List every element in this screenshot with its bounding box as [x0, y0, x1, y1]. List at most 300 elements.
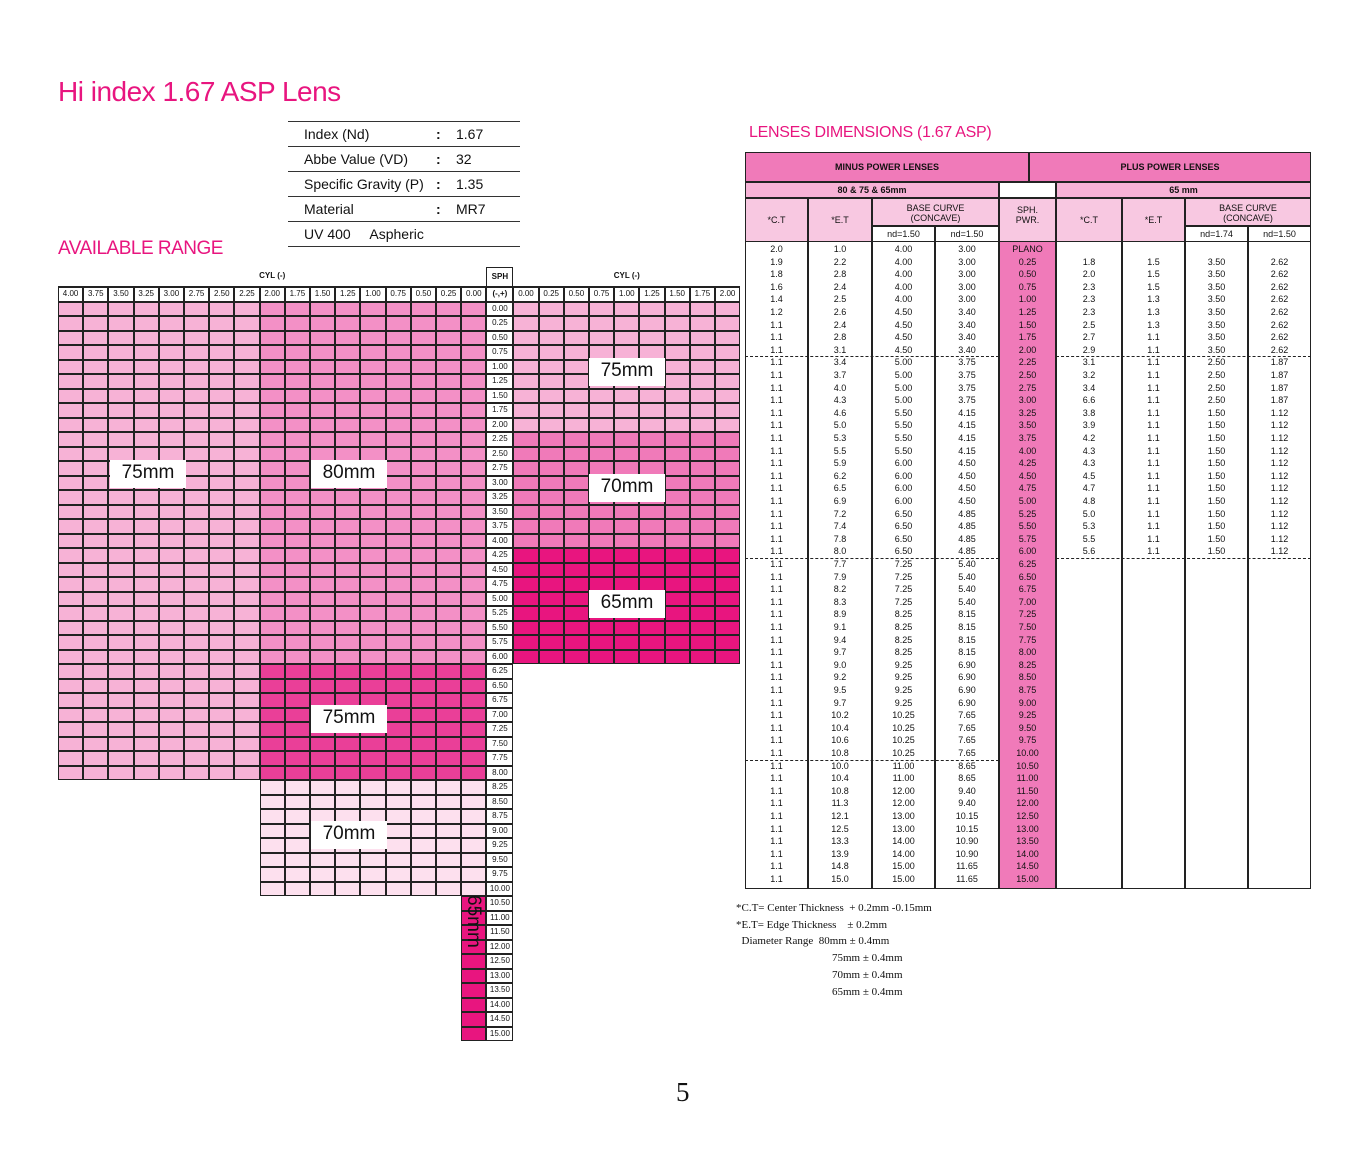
- grid-cell: [665, 476, 690, 491]
- grid-cell: [411, 867, 436, 882]
- grid-cell: [159, 490, 184, 505]
- grid-cell: [360, 316, 385, 331]
- grid-cell: [83, 650, 108, 665]
- table-cell: 1.1: [770, 685, 783, 695]
- grid-cell: [665, 345, 690, 360]
- grid-cell: [335, 331, 360, 346]
- table-cell: 1.00: [1018, 294, 1037, 305]
- grid-cell: [58, 592, 83, 607]
- grid-cell: [285, 737, 310, 752]
- grid-cell: [134, 563, 159, 578]
- grid-cell: [690, 432, 715, 447]
- grid-cell: [386, 795, 411, 810]
- sph-value: 1.00: [486, 360, 513, 375]
- table-cell: 2.7: [1082, 332, 1096, 343]
- grid-cell: [58, 476, 83, 491]
- grid-cell: [285, 664, 310, 679]
- grid-cell: [360, 751, 385, 766]
- table-cell: 12.00: [1016, 798, 1039, 809]
- grid-cell: [285, 447, 310, 462]
- grid-cell: [108, 577, 133, 592]
- grid-cell: [310, 780, 335, 795]
- grid-cell: [335, 374, 360, 389]
- grid-cell: [436, 737, 461, 752]
- table-cell: 2.50: [1207, 395, 1226, 406]
- table-cell: 4.15: [958, 420, 976, 431]
- grid-cell: [461, 998, 486, 1013]
- grid-cell: [411, 853, 436, 868]
- zone-label-left_80: 80mm: [311, 460, 387, 488]
- table-cell: 7.8: [833, 533, 847, 544]
- cyl-left-value: 4.00: [58, 287, 83, 302]
- grid-cell: [260, 360, 285, 375]
- grid-cell: [715, 650, 740, 665]
- grid-cell: [436, 374, 461, 389]
- grid-cell: [159, 708, 184, 723]
- sph-value: 0.75: [486, 345, 513, 360]
- table-cell: 1.1: [770, 319, 783, 330]
- sph-value: 6.50: [486, 679, 513, 694]
- grid-cell: [134, 505, 159, 520]
- grid-cell: [209, 592, 234, 607]
- grid-cell: [665, 447, 690, 462]
- grid-cell: [285, 490, 310, 505]
- grid-cell: [285, 751, 310, 766]
- grid-cell: [665, 505, 690, 520]
- table-cell: 1.1: [1147, 521, 1160, 532]
- cyl-right-value: 2.00: [715, 287, 740, 302]
- table-cell: 1.1: [770, 370, 783, 380]
- grid-cell: [159, 606, 184, 621]
- grid-cell: [461, 969, 486, 984]
- grid-cell: [461, 505, 486, 520]
- table-cell: 4.15: [958, 433, 976, 443]
- grid-cell: [411, 751, 436, 766]
- grid-cell: [58, 708, 83, 723]
- table-cell: 3.75: [1018, 433, 1037, 443]
- table-cell: 3.9: [1082, 420, 1096, 431]
- grid-cell: [411, 766, 436, 781]
- table-cell: 2.50: [1018, 370, 1037, 380]
- grid-cell: [690, 302, 715, 317]
- grid-cell: [184, 650, 209, 665]
- grid-cell: [285, 780, 310, 795]
- grid-cell: [411, 331, 436, 346]
- grid-cell: [411, 780, 436, 795]
- grid-cell: [335, 882, 360, 897]
- grid-cell: [360, 374, 385, 389]
- grid-cell: [589, 519, 614, 534]
- cyl-left-header: CYL (-): [58, 267, 486, 287]
- cyl-right-header: CYL (-): [513, 267, 740, 287]
- table-cell: 1.50: [1207, 533, 1226, 544]
- grid-cell: [260, 490, 285, 505]
- grid-cell: [513, 621, 538, 636]
- table-cell: 1.1: [770, 433, 783, 443]
- grid-cell: [411, 534, 436, 549]
- grid-cell: [335, 360, 360, 375]
- grid-cell: [335, 606, 360, 621]
- table-cell: 1.87: [1270, 357, 1289, 368]
- table-cell: 6.90: [958, 672, 976, 683]
- table-cell: 2.9: [1082, 344, 1096, 355]
- grid-cell: [461, 722, 486, 737]
- table-cell: 10.25: [892, 735, 915, 746]
- table-cell: 1.1: [770, 470, 783, 481]
- sph-value: 9.25: [486, 838, 513, 853]
- table-cell: 4.7: [1082, 483, 1096, 494]
- table-cell: 3.50: [1207, 307, 1226, 317]
- spec-value: MR7: [454, 197, 520, 222]
- grid-cell: [108, 650, 133, 665]
- table-cell: 7.50: [1018, 622, 1037, 632]
- grid-cell: [58, 722, 83, 737]
- grid-cell: [411, 316, 436, 331]
- table-cell: 6.00: [894, 458, 913, 469]
- grid-cell: [386, 505, 411, 520]
- table-cell: 7.65: [958, 748, 976, 758]
- table-cell: 6.90: [958, 659, 976, 670]
- grid-cell: [665, 360, 690, 375]
- grid-cell: [134, 635, 159, 650]
- grid-cell: [209, 316, 234, 331]
- grid-cell: [310, 650, 335, 665]
- grid-cell: [386, 751, 411, 766]
- grid-cell: [539, 432, 564, 447]
- table-cell: 1.12: [1270, 508, 1289, 519]
- grid-cell: [360, 795, 385, 810]
- grid-cell: [461, 548, 486, 563]
- grid-cell: [411, 737, 436, 752]
- grid-cell: [461, 882, 486, 897]
- grid-cell: [285, 606, 310, 621]
- grid-cell: [564, 345, 589, 360]
- grid-cell: [461, 447, 486, 462]
- grid-cell: [564, 461, 589, 476]
- table-cell: 4.50: [894, 307, 913, 317]
- grid-cell: [285, 461, 310, 476]
- grid-cell: [159, 679, 184, 694]
- table-cell: 6.00: [1018, 546, 1037, 557]
- table-cell: 1.1: [770, 735, 783, 746]
- grid-cell: [665, 635, 690, 650]
- grid-cell: [665, 461, 690, 476]
- grid-cell: [260, 345, 285, 360]
- table-cell: 1.1: [770, 546, 783, 557]
- grid-cell: [310, 737, 335, 752]
- grid-cell: [386, 650, 411, 665]
- grid-cell: [260, 374, 285, 389]
- grid-cell: [411, 650, 436, 665]
- grid-cell: [285, 302, 310, 317]
- grid-cell: [260, 389, 285, 404]
- grid-cell: [665, 432, 690, 447]
- grid-cell: [461, 621, 486, 636]
- table-cell: 4.75: [1018, 483, 1037, 494]
- table-cell: 3.50: [1207, 281, 1226, 292]
- table-cell: 13.00: [892, 823, 915, 834]
- grid-cell: [83, 389, 108, 404]
- grid-cell: [513, 447, 538, 462]
- grid-cell: [58, 418, 83, 433]
- grid-cell: [83, 534, 108, 549]
- sph-value: 6.00: [486, 650, 513, 665]
- grid-cell: [260, 577, 285, 592]
- grid-cell: [83, 418, 108, 433]
- grid-cell: [614, 563, 639, 578]
- grid-cell: [564, 563, 589, 578]
- grid-cell: [436, 461, 461, 476]
- grid-cell: [436, 824, 461, 839]
- table-cell: 6.9: [833, 496, 847, 506]
- grid-cell: [134, 316, 159, 331]
- grid-cell: [260, 867, 285, 882]
- table-cell: 15.0: [831, 874, 849, 884]
- grid-cell: [360, 664, 385, 679]
- grid-cell: [184, 316, 209, 331]
- grid-cell: [184, 722, 209, 737]
- grid-cell: [108, 548, 133, 563]
- grid-cell: [411, 693, 436, 708]
- grid-cell: [715, 476, 740, 491]
- table-cell: 4.2: [1082, 433, 1096, 443]
- grid-cell: [234, 345, 259, 360]
- spec-colon: [436, 222, 454, 247]
- grid-cell: [564, 548, 589, 563]
- table-cell: 9.25: [894, 685, 913, 695]
- grid-cell: [234, 360, 259, 375]
- note-diameter-75: 75mm ± 0.4mm: [832, 952, 903, 965]
- grid-cell: [134, 432, 159, 447]
- grid-cell: [83, 679, 108, 694]
- table-cell: 1.1: [1147, 445, 1160, 456]
- table-cell: 7.75: [1018, 634, 1037, 645]
- table-cell: 8.50: [1018, 672, 1037, 683]
- grid-cell: [58, 664, 83, 679]
- table-cell: 2.75: [1018, 382, 1037, 393]
- grid-cell: [108, 635, 133, 650]
- grid-cell: [83, 548, 108, 563]
- table-cell: 3.00: [958, 244, 976, 254]
- grid-cell: [436, 534, 461, 549]
- sph-value: 5.25: [486, 606, 513, 621]
- grid-cell: [411, 548, 436, 563]
- grid-cell: [335, 780, 360, 795]
- grid-cell: [285, 432, 310, 447]
- grid-cell: [386, 548, 411, 563]
- grid-cell: [360, 766, 385, 781]
- table-cell: 7.65: [958, 722, 976, 733]
- table-cell: 5.0: [1082, 508, 1096, 519]
- sph-value: 15.00: [486, 1027, 513, 1042]
- table-cell: 1.5: [1147, 256, 1160, 267]
- sph-value: 9.75: [486, 867, 513, 882]
- table-cell: 1.1: [770, 773, 783, 784]
- dimensions-heading: LENSES DIMENSIONS (1.67 ASP): [749, 124, 992, 141]
- grid-cell: [614, 389, 639, 404]
- table-cell: 1.12: [1270, 407, 1289, 418]
- grid-cell: [411, 606, 436, 621]
- table-cell: 15.00: [892, 874, 915, 884]
- grid-cell: [665, 592, 690, 607]
- table-cell: 14.00: [1016, 848, 1039, 859]
- grid-cell: [386, 664, 411, 679]
- grid-cell: [285, 505, 310, 520]
- grid-cell: [83, 766, 108, 781]
- grid-cell: [335, 418, 360, 433]
- table-cell: 6.2: [833, 470, 847, 481]
- grid-cell: [360, 418, 385, 433]
- grid-cell: [539, 374, 564, 389]
- table-cell: 1.5: [1147, 269, 1160, 280]
- table-cell: 4.15: [958, 407, 976, 418]
- grid-cell: [715, 432, 740, 447]
- grid-cell: [260, 635, 285, 650]
- grid-cell: [234, 635, 259, 650]
- grid-cell: [285, 519, 310, 534]
- grid-cell: [58, 345, 83, 360]
- grid-cell: [335, 664, 360, 679]
- sph-value: 6.25: [486, 664, 513, 679]
- grid-cell: [108, 708, 133, 723]
- table-cell: 3.50: [1018, 420, 1037, 431]
- grid-cell: [335, 345, 360, 360]
- grid-cell: [335, 447, 360, 462]
- grid-cell: [310, 664, 335, 679]
- table-cell: 2.0: [1082, 269, 1096, 280]
- grid-cell: [159, 360, 184, 375]
- grid-cell: [310, 360, 335, 375]
- grid-cell: [639, 432, 664, 447]
- table-cell: 8.3: [833, 596, 847, 607]
- note-diameter-range: Diameter Range 80mm ± 0.4mm: [736, 935, 890, 948]
- table-cell: 1.4: [770, 294, 783, 305]
- spec-value: 1.35: [454, 172, 520, 197]
- grid-cell: [436, 418, 461, 433]
- table-cell: 4.5: [1082, 470, 1096, 481]
- grid-cell: [690, 563, 715, 578]
- grid-cell: [461, 534, 486, 549]
- grid-cell: [715, 534, 740, 549]
- grid-cell: [184, 693, 209, 708]
- grid-cell: [335, 316, 360, 331]
- grid-cell: [260, 809, 285, 824]
- table-cell: 1.87: [1270, 370, 1289, 380]
- table-cell: 8.15: [958, 647, 976, 658]
- grid-cell: [360, 635, 385, 650]
- grid-cell: [614, 621, 639, 636]
- grid-cell: [461, 403, 486, 418]
- grid-cell: [513, 606, 538, 621]
- table-cell: 1.1: [770, 609, 783, 620]
- sph-spacer: [999, 182, 1056, 198]
- grid-cell: [690, 621, 715, 636]
- table-cell: 5.50: [894, 407, 913, 418]
- grid-cell: [539, 360, 564, 375]
- table-cell: 1.1: [770, 571, 783, 582]
- grid-cell: [234, 679, 259, 694]
- grid-cell: [386, 722, 411, 737]
- zone-label-right_65: 65mm: [589, 590, 665, 618]
- grid-cell: [386, 360, 411, 375]
- table-cell: 1.12: [1270, 521, 1289, 532]
- grid-cell: [639, 389, 664, 404]
- table-cell: 9.2: [833, 672, 847, 683]
- grid-cell: [134, 766, 159, 781]
- sph-value: 11.50: [486, 925, 513, 940]
- grid-cell: [209, 664, 234, 679]
- grid-cell: [209, 534, 234, 549]
- table-cell: 6.90: [958, 685, 976, 695]
- grid-cell: [513, 302, 538, 317]
- grid-cell: [184, 708, 209, 723]
- grid-cell: [134, 650, 159, 665]
- table-cell: 1.1: [770, 874, 783, 884]
- grid-cell: [539, 563, 564, 578]
- grid-cell: [461, 490, 486, 505]
- grid-cell: [83, 751, 108, 766]
- table-cell: 7.25: [894, 571, 913, 582]
- grid-cell: [83, 635, 108, 650]
- grid-cell: [411, 809, 436, 824]
- grid-cell: [108, 345, 133, 360]
- grid-cell: [461, 374, 486, 389]
- grid-cell: [639, 403, 664, 418]
- grid-cell: [184, 345, 209, 360]
- grid-cell: [108, 766, 133, 781]
- minus-size-header: 80 & 75 & 65mm: [745, 182, 999, 198]
- grid-cell: [83, 331, 108, 346]
- sph-value: 8.75: [486, 809, 513, 824]
- grid-cell: [539, 447, 564, 462]
- group-separator: [745, 760, 999, 761]
- grid-cell: [411, 882, 436, 897]
- grid-cell: [513, 432, 538, 447]
- sph-value: 13.50: [486, 983, 513, 998]
- table-cell: 1.1: [770, 811, 783, 821]
- table-cell: 8.15: [958, 622, 976, 632]
- cyl-left-value: 2.75: [184, 287, 209, 302]
- grid-cell: [335, 490, 360, 505]
- grid-cell: [234, 766, 259, 781]
- grid-cell: [58, 316, 83, 331]
- group-separator: [1056, 356, 1311, 357]
- grid-cell: [260, 708, 285, 723]
- table-cell: 4.8: [1082, 496, 1096, 506]
- table-cell: 1.1: [770, 697, 783, 708]
- grid-cell: [209, 606, 234, 621]
- cyl-left-value: 1.25: [335, 287, 360, 302]
- grid-cell: [108, 737, 133, 752]
- grid-cell: [411, 389, 436, 404]
- grid-cell: [411, 563, 436, 578]
- grid-cell: [715, 592, 740, 607]
- grid-cell: [310, 316, 335, 331]
- table-cell: 7.25: [894, 559, 913, 569]
- grid-cell: [234, 331, 259, 346]
- sph-value: 1.25: [486, 374, 513, 389]
- grid-cell: [234, 432, 259, 447]
- sph-value: 9.50: [486, 853, 513, 868]
- grid-cell: [589, 635, 614, 650]
- note-edge-thickness: *E.T= Edge Thickness ± 0.2mm: [736, 918, 888, 931]
- table-cell: 1.1: [1147, 395, 1160, 406]
- table-cell: 8.2: [833, 584, 847, 595]
- grid-cell: [108, 534, 133, 549]
- grid-cell: [436, 316, 461, 331]
- grid-cell: [461, 563, 486, 578]
- grid-cell: [360, 679, 385, 694]
